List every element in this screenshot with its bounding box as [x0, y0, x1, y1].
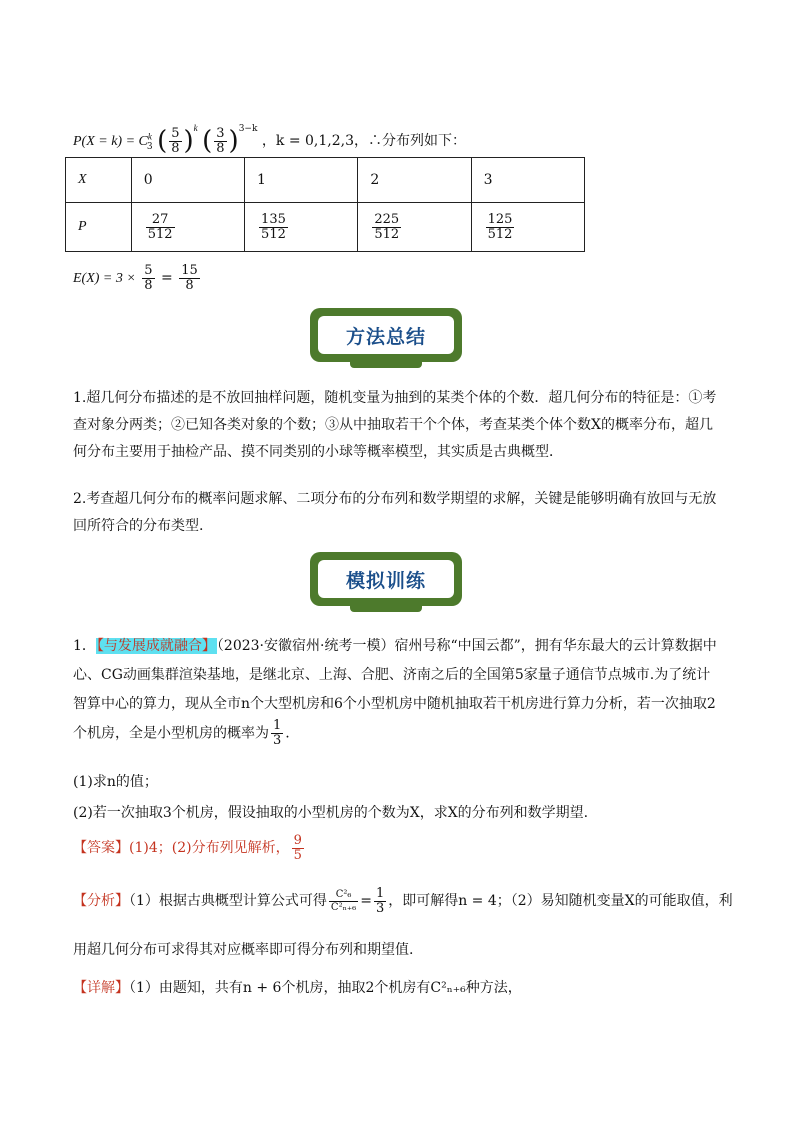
- p-cell: $\frac{27}{512}$: [131, 203, 244, 252]
- analysis-label: 【分析】: [73, 893, 129, 909]
- section-badge-method-summary: [310, 308, 462, 362]
- x-cell: 1: [245, 158, 358, 203]
- summary-paragraph-2: 2.考查超几何分布的概率问题求解、二项分布的分布列和数学期望的求解，关键是能够明确有放回与无放回所符合的分布类型.: [73, 491, 717, 534]
- analysis-line: 【分析】（1）根据古典概型计算公式可得 $\frac{\text{C²₆}}{\text{C²ₙ₊₆}}$ = $\frac{1}{3}$ ，即可解得n = 4；（2）易知随机变量X的可能取值，利: [73, 885, 733, 916]
- section-badge-practice: [310, 552, 462, 606]
- pmf-formula: $P(X = k) = C^k_3$ ( $\frac{5}{8}$ )$^k$ ( $\frac{3}{8}$ )$^{3-k}$ ，k = 0,1,2,3，∴分布列如下：: [73, 123, 466, 156]
- question-1: (1)求n的值；: [73, 774, 158, 790]
- row-label-x: X: [66, 158, 132, 203]
- answer-label: 【答案】: [73, 840, 129, 856]
- badge-title: 模拟训练: [345, 569, 426, 592]
- row-label-p: P: [66, 203, 132, 252]
- fraction-5-8: $\frac{5}{8}$: [171, 125, 180, 156]
- x-cell: 0: [131, 158, 244, 203]
- probability-fraction: $\frac{1}{3}$: [273, 718, 282, 748]
- summary-paragraph-1: 1.超几何分布描述的是不放回抽样问题，随机变量为抽到的某类个体的个数．超几何分布的特征是：①考查对象分两类；②已知各类对象的个数；③从中抽取若干个个体，考查某类个体个数X的概率分布，超几何分布主要用于抽检产品、摸不同类别的小球等概率模型，其实质是古典概型．: [73, 390, 717, 460]
- p-cell: $\frac{225}{512}$: [358, 203, 471, 252]
- table-row: [66, 158, 585, 203]
- expectation-formula: E(X) = 3 × $\frac{5}{8}$ = $\frac{15}{8}$: [73, 262, 198, 293]
- badge-title: 方法总结: [345, 325, 426, 348]
- p-cell: $\frac{135}{512}$: [245, 203, 358, 252]
- detail-line: 【详解】（1）由题知，共有n + 6个机房，抽取2个机房有C²ₙ₊₆种方法，: [73, 980, 522, 996]
- formula-lhs: P(X = k) = C: [73, 134, 148, 149]
- table-row: [66, 203, 585, 252]
- analysis-continuation: 用超几何分布可求得其对应概率即可得分布列和期望值.: [73, 942, 414, 958]
- formula-tail: ，k = 0,1,2,3，∴分布列如下：: [261, 133, 466, 149]
- fraction-3-8: $\frac{3}{8}$: [216, 125, 225, 156]
- x-cell: 3: [471, 158, 584, 203]
- problem-statement: 1．【与发展成就融合】（2023·安徽宿州·统考一模）宿州号称“中国云都”，拥有华东最大的云计算数据中心、CG动画集群渲染基地，是继北京、上海、合肥、济南之后的全国第5家量子通信节点城市.为了统计智算中心的算力，现从全市n个大型机房和6个小型机房中随机抽取若干机房进行算力分析，若一次抽取2个机房，全是小型机房的概率为 $\frac{1}{3}$ .: [73, 638, 717, 748]
- topic-tag: 【与发展成就融合】: [96, 638, 216, 654]
- detail-label: 【详解】: [73, 980, 129, 996]
- question-2: (2)若一次抽取3个机房，假设抽取的小型机房的个数为X，求X的分布列和数学期望.: [73, 805, 589, 821]
- answer-line: 【答案】(1)4；(2)分布列见解析， $\frac{9}{5}$: [73, 832, 302, 863]
- distribution-table: [65, 157, 585, 252]
- p-cell: $\frac{125}{512}$: [471, 203, 584, 252]
- x-cell: 2: [358, 158, 471, 203]
